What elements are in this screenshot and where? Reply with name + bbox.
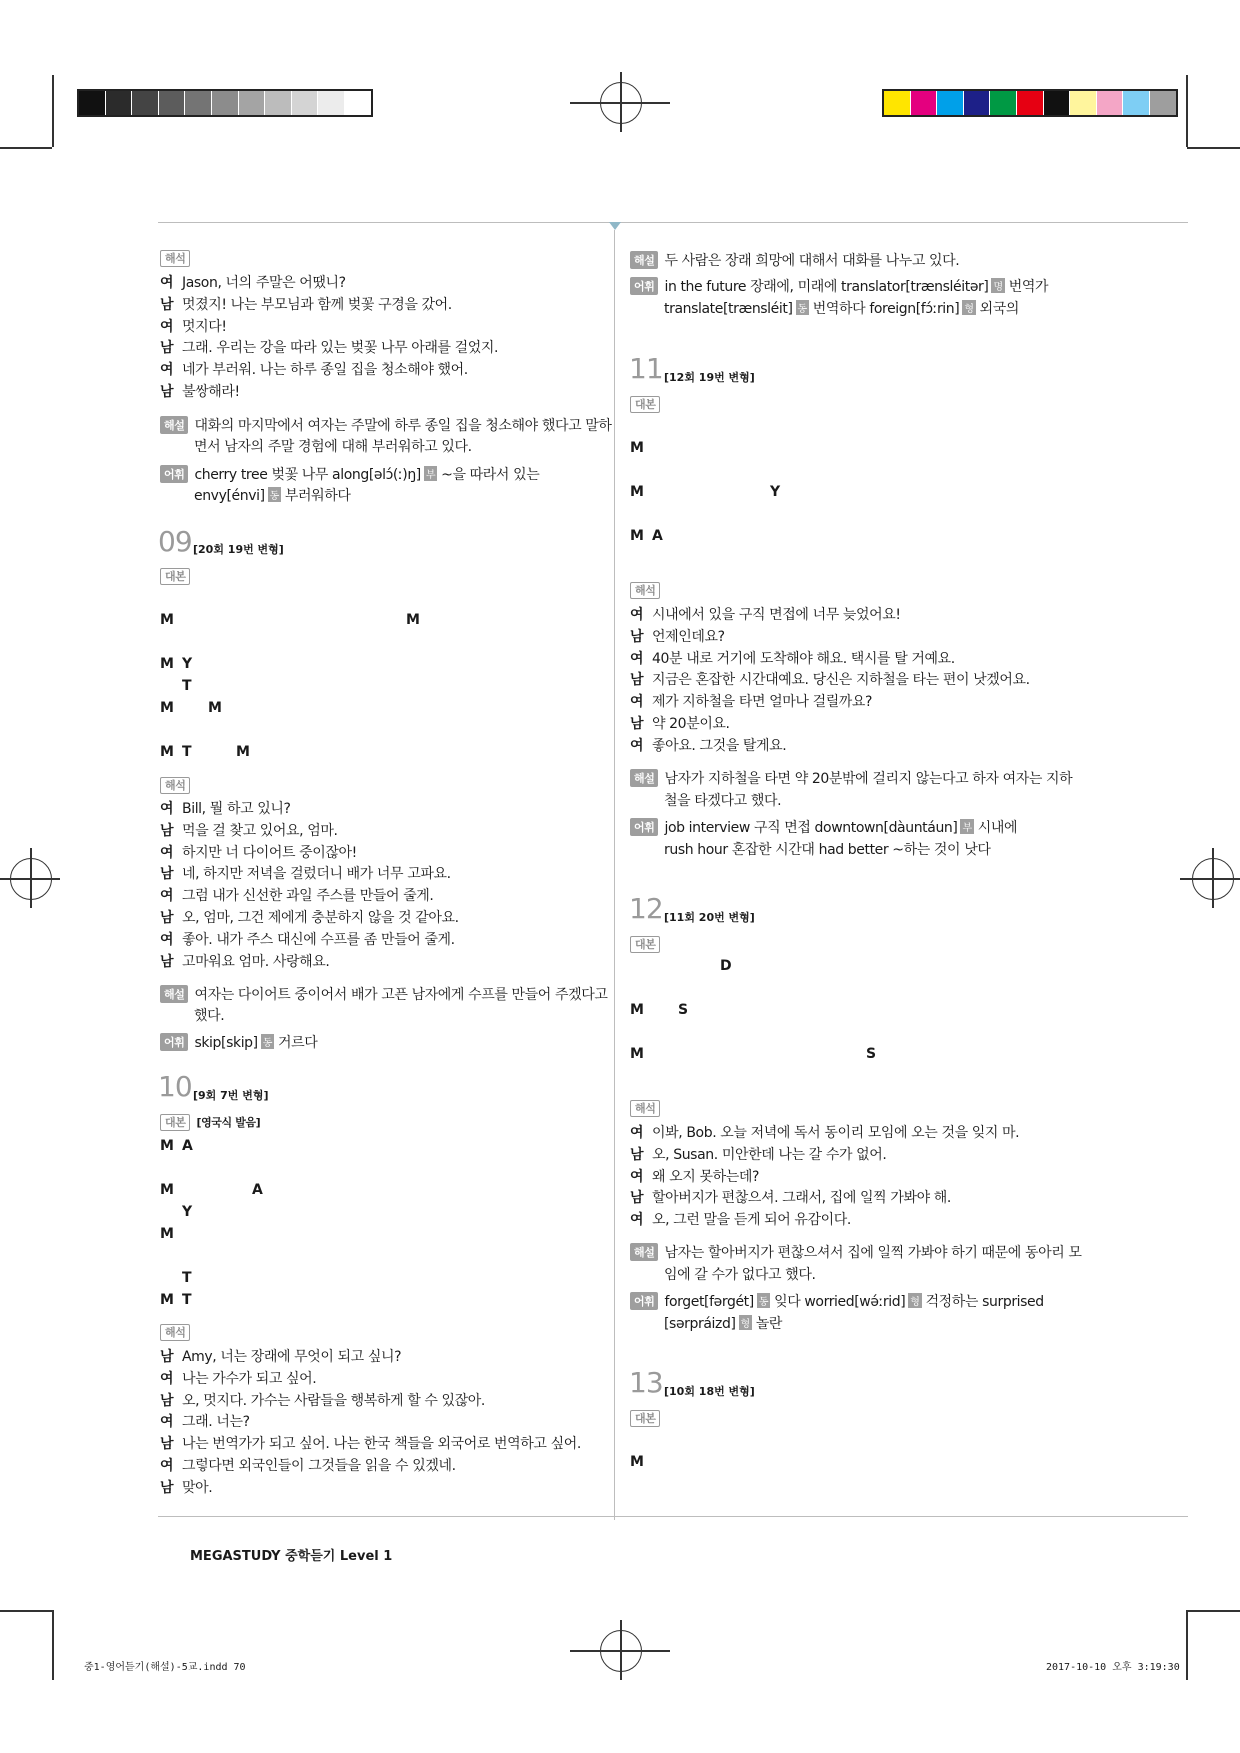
color-swatch (132, 91, 159, 115)
dialogue-line (160, 359, 468, 379)
dialogue-line (630, 1166, 759, 1186)
crop-mark (52, 1610, 54, 1680)
color-swatch (884, 91, 911, 115)
vocab-text: 걱정하는 surprised (925, 1294, 1044, 1310)
part-of-speech-badge: 형 (908, 1293, 921, 1308)
speaker-label: M (160, 1226, 174, 1242)
speaker-label: M (160, 700, 174, 716)
timestamp-slug: 2017-10-10 오후 3:19:30 (1046, 1662, 1180, 1673)
color-swatch (1017, 91, 1044, 115)
dialogue-line (160, 1411, 250, 1431)
dialogue-line (160, 798, 291, 818)
dialogue-line (160, 885, 433, 905)
vocab-text: cherry tree 벚꽃 나무 along[əlɔ́(ː)ŋ] (194, 467, 421, 483)
script-label: 대본 (630, 936, 660, 953)
speaker-label: 남 (630, 1190, 644, 1207)
dialogue-line (160, 1368, 316, 1388)
speaker-label: M (160, 612, 174, 628)
dialogue-text: 그럼 내가 신선한 과일 주스를 만들어 줄게. (182, 888, 434, 905)
script-note: [영국식 발음] (196, 1116, 261, 1129)
speaker-label: M (406, 612, 420, 628)
part-of-speech-badge: 동 (757, 1293, 770, 1308)
dialogue-line (630, 1144, 886, 1164)
speaker-label: 여 (160, 1458, 174, 1474)
dialogue-text: 시내에서 있을 구직 면접에 너무 늦었어요! (652, 607, 901, 623)
speaker-label: M (630, 1454, 644, 1470)
dialogue-text: 먹을 걸 찾고 있어요, 엄마. (182, 822, 338, 839)
part-of-speech-badge: 형 (739, 1315, 752, 1330)
dialogue-text: 맞아. (182, 1479, 213, 1496)
question-number: 11 (629, 352, 663, 385)
vocabulary-label: 어휘 (630, 277, 658, 295)
dialogue-line (160, 1390, 485, 1410)
dialogue-line (630, 713, 730, 733)
dialogue-text: 약 20분이요. (652, 716, 730, 732)
dialogue-text: 오, 멋지다. 가수는 사람들을 행복하게 할 수 있잖아. (182, 1392, 485, 1409)
color-swatch (185, 91, 212, 115)
speaker-label: A (652, 528, 663, 544)
part-of-speech-badge: 부 (960, 819, 973, 834)
speaker-label: M (630, 1046, 644, 1062)
interpretation-label: 해석 (630, 1100, 660, 1117)
vocab-text: 거르다 (278, 1035, 318, 1051)
dialogue-text: 네, 하지만 저녁을 걸렀더니 배가 너무 고파요. (182, 866, 451, 883)
dialogue-line (630, 648, 955, 668)
speaker-label: 여 (630, 1168, 644, 1185)
dialogue-line (160, 907, 459, 927)
dialogue-line (160, 337, 498, 357)
part-of-speech-badge: 동 (268, 487, 281, 502)
question-source: [12회 19번 변형] (664, 371, 755, 384)
dialogue-text: Jason, 너의 주말은 어땠니? (182, 275, 346, 291)
dialogue-text: Bill, 뭘 하고 있니? (182, 801, 291, 817)
crop-mark (1187, 1610, 1240, 1612)
speaker-label: 여 (630, 607, 644, 623)
question-source: [20회 19번 변형] (193, 543, 284, 556)
speaker-label: Y (182, 1204, 192, 1220)
explanation-text: 남자가 지하철을 타면 약 20분밖에 걸리지 않는다고 하자 여자는 지하 (664, 771, 1073, 787)
speaker-label: T (182, 678, 192, 694)
speaker-label: 여 (160, 1370, 174, 1387)
speaker-label: S (678, 1002, 688, 1018)
dialogue-text: 오, Susan. 미안한데 나는 갈 수가 없어. (652, 1146, 887, 1163)
explanation-label: 해설 (630, 1243, 658, 1261)
part-of-speech-badge: 부 (424, 466, 437, 481)
color-swatch (937, 91, 964, 115)
speaker-label: 남 (160, 296, 174, 313)
question-source: [11회 20번 변형] (664, 911, 755, 924)
dialogue-text: 고마워요 엄마. 사랑해요. (182, 953, 330, 970)
speaker-label: M (160, 1292, 174, 1308)
speaker-label: 남 (160, 822, 174, 839)
color-swatch (964, 91, 991, 115)
part-of-speech-badge: 동 (261, 1034, 274, 1049)
vocab-text: 놀란 (755, 1316, 783, 1332)
speaker-label: 남 (160, 866, 174, 883)
vocab-text: 잊다 worried[wə́ːrid] (774, 1294, 906, 1310)
part-of-speech-badge: 명 (991, 278, 1004, 293)
speaker-label: 여 (160, 1414, 174, 1431)
explanation-text: 철을 타겠다고 했다. (664, 793, 782, 809)
dialogue-line (160, 863, 451, 883)
speaker-label: T (182, 744, 192, 760)
speaker-label: A (182, 1138, 193, 1154)
vocab-text: 부러워하다 (284, 488, 351, 504)
vocabulary-label: 어휘 (160, 1033, 188, 1051)
crop-mark (1186, 1610, 1188, 1680)
dialogue-text: 그렇다면 외국인들이 그것들을 읽을 수 있겠네. (182, 1458, 456, 1474)
vocab-text: job interview 구직 면접 downtown[dàuntáun] (664, 820, 958, 836)
vocab-text: envy[énvi] (194, 488, 265, 504)
script-label: 대본 (630, 396, 660, 413)
dialogue-line (160, 820, 338, 840)
dialogue-line (160, 272, 346, 292)
dialogue-text: 나는 번역가가 되고 싶어. 나는 한국 책들을 외국어로 번역하고 싶어. (182, 1436, 581, 1453)
question-number: 13 (629, 1366, 663, 1399)
speaker-label: M (630, 440, 644, 456)
dialogue-text: 하지만 너 다이어트 중이잖아! (182, 844, 357, 861)
color-swatch (239, 91, 266, 115)
color-swatch (212, 91, 239, 115)
vocab-text: 시내에 (977, 820, 1018, 836)
speaker-label: 여 (160, 318, 174, 335)
color-swatch (1044, 91, 1071, 115)
gray-color-bar (77, 89, 373, 117)
dialogue-line (160, 1477, 212, 1497)
speaker-label: 남 (630, 672, 644, 689)
speaker-label: 남 (630, 1146, 644, 1163)
speaker-label: T (182, 1270, 192, 1286)
question-number: 09 (158, 525, 192, 558)
dialogue-line (630, 1209, 851, 1229)
dialogue-line (160, 951, 329, 971)
dialogue-line (630, 1187, 951, 1207)
vocab-text: 외국의 (979, 301, 1019, 317)
vocabulary-label: 어휘 (160, 465, 188, 483)
speaker-label: S (866, 1046, 876, 1062)
color-swatch (159, 91, 186, 115)
process-color-bar (882, 89, 1178, 117)
dialogue-line (630, 735, 786, 755)
explanation-text: 대화의 마지막에서 여자는 주말에 하루 종일 집을 청소해야 했다고 말하 (194, 418, 612, 434)
dialogue-text: 그래. 너는? (182, 1414, 250, 1431)
color-swatch (1123, 91, 1150, 115)
bottom-rule (158, 1516, 1188, 1517)
color-swatch (265, 91, 292, 115)
dialogue-text: 오, 그런 말을 듣게 되어 유감이다. (652, 1212, 851, 1229)
speaker-label: 남 (160, 1349, 174, 1365)
speaker-label: M (236, 744, 250, 760)
dialogue-line (630, 691, 872, 711)
speaker-label: 여 (160, 931, 174, 948)
speaker-label: 여 (630, 650, 644, 667)
vocabulary-label: 어휘 (630, 1292, 658, 1310)
dialogue-line (160, 842, 357, 862)
dialogue-line (160, 1433, 581, 1453)
speaker-label: 여 (160, 888, 174, 905)
vocab-text: rush hour 혼잡한 시간대 had better ~하는 것이 낫다 (664, 842, 991, 858)
speaker-label: A (252, 1182, 263, 1198)
speaker-label: D (720, 958, 732, 974)
dialogue-text: 40분 내로 거기에 도착해야 해요. 택시를 탈 거예요. (652, 650, 955, 667)
crop-mark (0, 1610, 52, 1612)
vocab-text: skip[skip] (194, 1035, 258, 1051)
speaker-label: Y (770, 484, 780, 500)
speaker-label: M (160, 1182, 174, 1198)
dialogue-line (630, 1122, 1019, 1142)
speaker-label: M (630, 1002, 644, 1018)
dialogue-text: 불쌍해라! (182, 384, 240, 400)
question-number: 12 (629, 892, 663, 925)
dialogue-text: 이봐, Bob. 오늘 저녁에 독서 동이리 모임에 오는 것을 잊지 마. (652, 1125, 1020, 1141)
interpretation-label: 해석 (160, 1324, 190, 1341)
part-of-speech-badge: 동 (796, 300, 809, 315)
speaker-label: 여 (160, 801, 174, 817)
speaker-label: 남 (160, 1392, 174, 1409)
explanation-text: 면서 남자의 주말 경험에 대해 부러워하고 있다. (194, 439, 472, 455)
script-label: 대본 (630, 1410, 660, 1427)
speaker-label: 여 (630, 1212, 644, 1229)
column-divider (614, 230, 615, 1520)
speaker-label: 남 (160, 1436, 174, 1453)
speaker-label: M (160, 744, 174, 760)
dialogue-line (630, 669, 1030, 689)
speaker-label: 남 (160, 384, 174, 400)
interpretation-label: 해석 (630, 582, 660, 599)
vocab-text: in the future 장래에, 미래에 translator[trænsléitər] (664, 279, 989, 295)
explanation-text: 두 사람은 장래 희망에 대해서 대화를 나누고 있다. (664, 253, 960, 269)
question-source: [10회 18번 변형] (664, 1385, 755, 1398)
color-swatch (911, 91, 938, 115)
crop-mark (52, 75, 54, 147)
part-of-speech-badge: 형 (962, 300, 975, 315)
vocab-text: forget[fərgét] (664, 1294, 754, 1310)
dialogue-text: 언제인데요? (652, 628, 725, 645)
speaker-label: M (630, 484, 644, 500)
color-swatch (292, 91, 319, 115)
speaker-label: 여 (160, 844, 174, 861)
crop-mark (1186, 75, 1188, 147)
dialogue-text: 나는 가수가 되고 싶어. (182, 1370, 317, 1387)
script-label: 대본 (160, 1114, 190, 1131)
explanation-text: 여자는 다이어트 중이어서 배가 고픈 남자에게 수프를 만들어 주겠다고 (194, 987, 608, 1003)
vocab-text: 번역하다 foreign[fɔ́ːrin] (812, 301, 960, 317)
speaker-label: 여 (160, 275, 174, 291)
dialogue-text: 지금은 혼잡한 시간대예요. 당신은 지하철을 타는 편이 낫겠어요. (652, 672, 1030, 689)
vocab-text: 번역가 (1008, 279, 1049, 295)
interpretation-label: 해석 (160, 777, 190, 794)
speaker-label: 남 (160, 1479, 174, 1496)
explanation-text: 임에 갈 수가 없다고 했다. (664, 1267, 816, 1283)
script-label: 대본 (160, 568, 190, 585)
center-marker (609, 222, 621, 230)
speaker-label: 남 (160, 953, 174, 970)
speaker-label: M (160, 656, 174, 672)
dialogue-text: 그래. 우리는 강을 따라 있는 벚꽃 나무 아래를 걸었지. (182, 340, 499, 357)
dialogue-line (160, 381, 240, 401)
dialogue-text: Amy, 너는 장래에 무엇이 되고 싶니? (182, 1349, 402, 1365)
explanation-label: 해설 (630, 251, 658, 269)
vocabulary-label: 어휘 (630, 818, 658, 836)
speaker-label: 남 (160, 340, 174, 357)
vocab-text: ~을 따라서 있는 (441, 467, 540, 483)
dialogue-line (630, 604, 901, 624)
crop-mark (0, 147, 52, 149)
speaker-label: M (160, 1138, 174, 1154)
speaker-label: 남 (630, 716, 644, 732)
explanation-text: 남자는 할아버지가 편찮으셔서 집에 일찍 가봐야 하기 때문에 동아리 모 (664, 1245, 1082, 1261)
speaker-label: 여 (630, 737, 644, 754)
dialogue-line (160, 1346, 401, 1366)
speaker-label: 여 (160, 362, 174, 379)
color-swatch (79, 91, 106, 115)
dialogue-line (160, 929, 455, 949)
dialogue-text: 네가 부러워. 나는 하루 종일 집을 청소해야 했어. (182, 362, 468, 379)
speaker-label: M (208, 700, 222, 716)
color-swatch (1150, 91, 1176, 115)
dialogue-line (160, 316, 227, 336)
dialogue-text: 좋아요. 그것을 탈게요. (652, 737, 787, 754)
dialogue-line (160, 294, 452, 314)
question-source: [9회 7번 변형] (193, 1089, 269, 1102)
speaker-label: M (630, 528, 644, 544)
speaker-label: 여 (630, 1125, 644, 1141)
color-swatch (1097, 91, 1124, 115)
explanation-text: 했다. (194, 1008, 225, 1024)
dialogue-text: 멋졌지! 나는 부모님과 함께 벚꽃 구경을 갔어. (182, 296, 452, 313)
top-rule (158, 222, 1188, 223)
interpretation-label: 해석 (160, 250, 190, 267)
crop-mark (1187, 147, 1240, 149)
dialogue-text: 왜 오지 못하는데? (652, 1168, 759, 1185)
vocab-text: translate[trænsléit] (664, 301, 793, 317)
page-footer-brand: MEGASTUDY 중학듣기 Level 1 (190, 1549, 393, 1564)
dialogue-text: 제가 지하철을 타면 얼마나 걸릴까요? (652, 694, 873, 711)
explanation-label: 해설 (630, 769, 658, 787)
color-swatch (345, 91, 371, 115)
dialogue-text: 할아버지가 편찮으셔. 그래서, 집에 일찍 가봐야 해. (652, 1190, 951, 1207)
dialogue-line (630, 626, 725, 646)
speaker-label: 남 (630, 628, 644, 645)
dialogue-text: 오, 엄마, 그건 제에게 충분하지 않을 것 같아요. (182, 910, 459, 926)
speaker-label: 여 (630, 694, 644, 711)
dialogue-text: 좋아. 내가 주스 대신에 수프를 좀 만들어 줄게. (182, 931, 455, 948)
speaker-label: T (182, 1292, 192, 1308)
explanation-label: 해설 (160, 985, 188, 1003)
vocab-text: [sərpráizd] (664, 1316, 736, 1332)
speaker-label: Y (182, 656, 192, 672)
color-swatch (106, 91, 133, 115)
color-swatch (990, 91, 1017, 115)
file-slug: 중1-영어듣기(해설)-5교.indd 70 (84, 1662, 246, 1673)
question-number: 10 (158, 1070, 192, 1103)
explanation-label: 해설 (160, 416, 188, 434)
speaker-label: 남 (160, 910, 174, 926)
dialogue-text: 멋지다! (182, 318, 227, 335)
color-swatch (318, 91, 345, 115)
color-swatch (1070, 91, 1097, 115)
dialogue-line (160, 1455, 456, 1475)
